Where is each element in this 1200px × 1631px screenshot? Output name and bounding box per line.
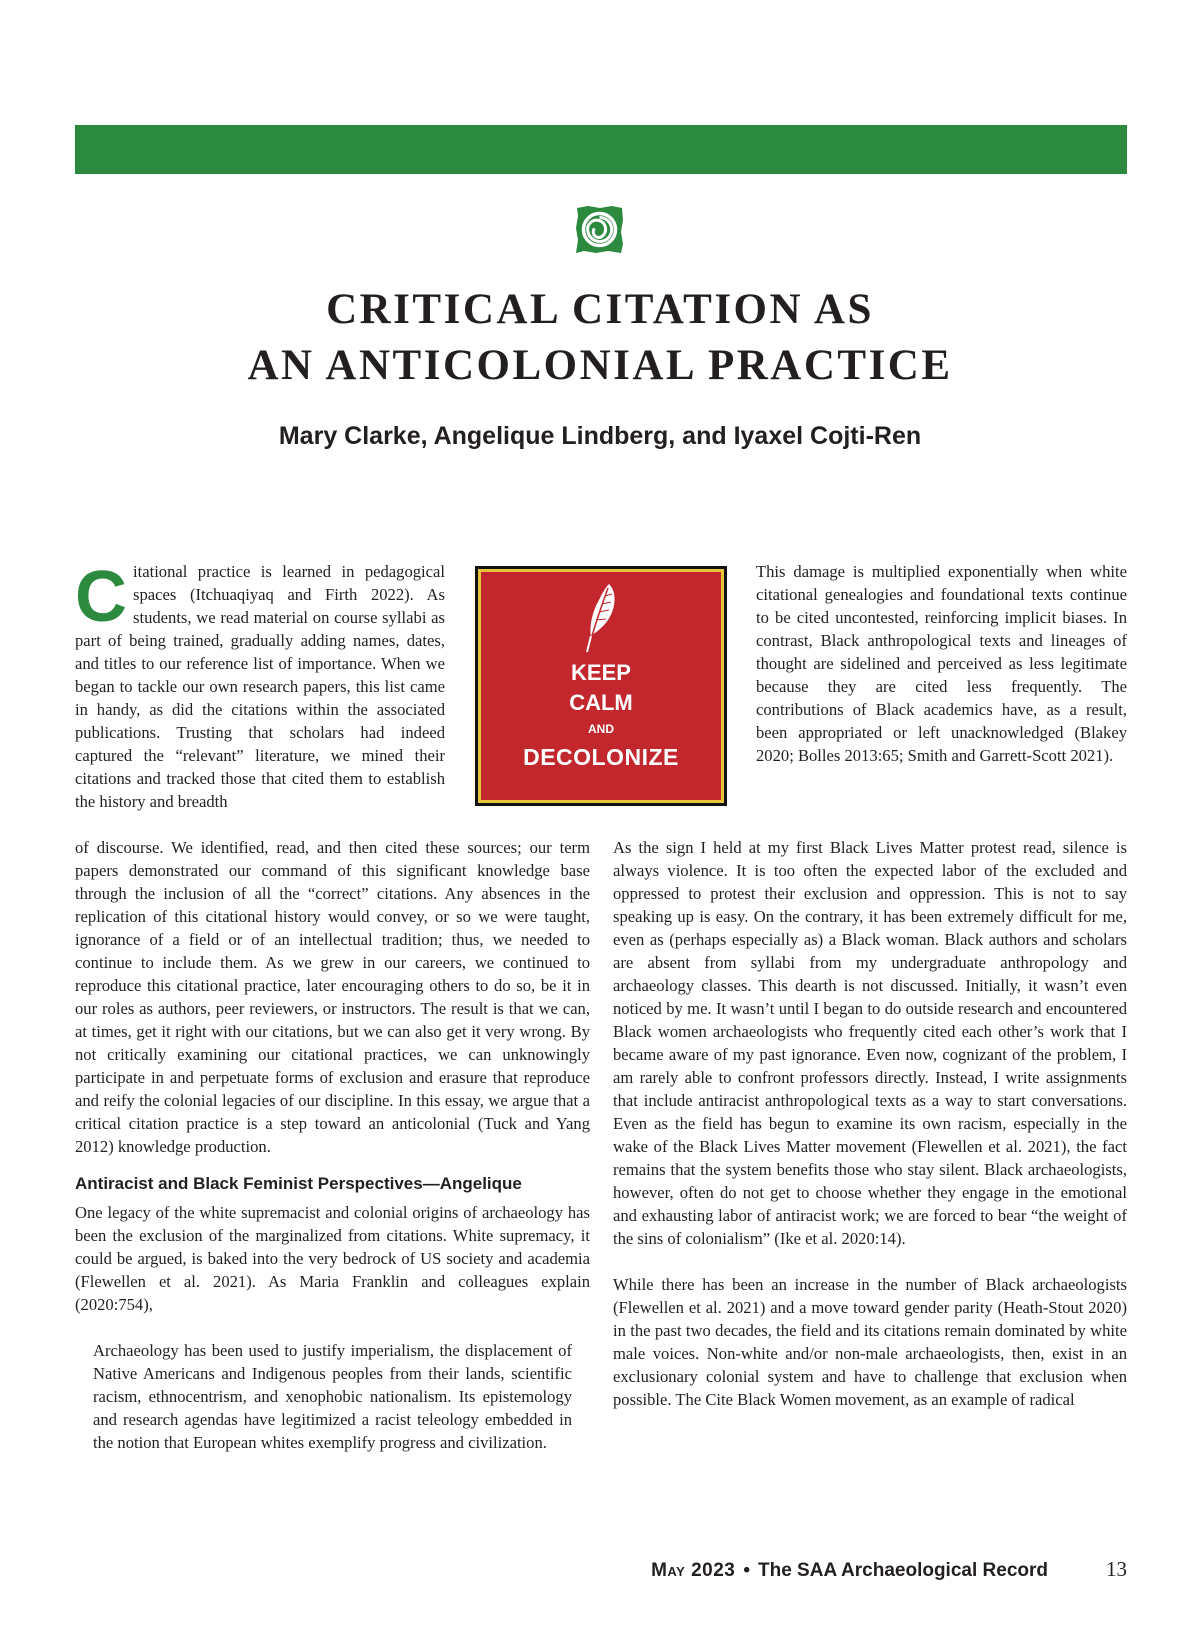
title-line-1: CRITICAL CITATION AS xyxy=(326,286,874,333)
left-paragraph-2: One legacy of the white supremacist and colonial origins of archaeology has been the exclusion of the marginalized from citations. White supremacy, it could be argued, is baked into the very bedrock of US society and academia (Flewellen et al. 2021). As Maria Franklin and colleagues explain (2020:754), xyxy=(75,1203,590,1314)
title-line-2: AN ANTICOLONIAL PRACTICE xyxy=(247,342,953,389)
block-quote: Archaeology has been used to justify imperialism, the displacement of Native Americans and Indigenous peoples from their lands, scientific racism, ethnocentrism, and xenophobic nationalism. Its epistemology and research agendas have legitimized a racist teleology embedded in the notion that European whites exemplify progress and civilization. xyxy=(93,1341,572,1452)
page-number: 13 xyxy=(1106,1557,1127,1581)
spiral-logo-icon xyxy=(574,204,625,255)
keep-calm-poster xyxy=(475,566,727,806)
right-column-top xyxy=(756,560,1127,767)
right-column-main xyxy=(613,836,1127,1411)
intro-continued: of discourse. We identified, read, and then cited these sources; our term papers demonstrated our command of this significant knowledge base through the inclusion of all the “correct” citations. Any absences in the replication of this citational history would convey, or so we were taught, ignorance of a field or of an intellectual tradition; thus, we needed to continue to include them. As we grew in our careers, we continued to reproduce this citational practice, later encouraging others to do so, be it in our roles as authors, peer reviewers, or instructors. The result is that we can, at times, get it right with our citations, but we can also get it very wrong. By not critically examining our citational practices, we can unknowingly participate in and perpetuate forms of exclusion and erasure that reproduce and reify the colonial legacies of our discipline. In this essay, we argue that a critical citation practice is a step toward an anticolonial (Tuck and Yang 2012) knowledge production. xyxy=(75,838,590,1156)
page-footer xyxy=(651,1557,1127,1582)
feather-icon xyxy=(581,582,621,654)
right-paragraph-1: This damage is multiplied exponentially when white citational genealogies and foundational texts continue to be cited uncontested, reinforcing implicit biases. In contrast, Black anthropological texts and lineages of thought are sidelined and perceived as less legitimate because they are cited less frequently. The contributions of Black academics have, as a result, been appropriated or left unacknowledged (Blakey 2020; Bolles 2013:65; Smith and Garrett-Scott 2021). xyxy=(756,562,1127,765)
article-title xyxy=(0,282,1200,394)
intro-paragraph xyxy=(75,557,445,813)
header-green-bar xyxy=(75,125,1127,174)
footer-journal: The SAA Archaeological Record xyxy=(758,1560,1048,1581)
poster-line-keep: KEEP xyxy=(571,660,631,685)
drop-cap: C xyxy=(75,557,127,637)
right-paragraph-2: As the sign I held at my first Black Lives Matter protest read, silence is always violence. It is too often the expected labor of the excluded and oppressed to protest their exclusion and oppression. This is not to say speaking up is easy. On the contrary, it has been extremely difficult for me, even as (perhaps especially as) a Black woman. Black authors and scholars are absent from syllabi from my undergraduate anthropology and archaeology classes. This dearth is not discussed. Initially, it wasn’t even noticed by me. It wasn’t until I began to do outside research and encountered Black women archaeologists who frequently cited each other’s work that I became aware of my past ignorance. Even now, cognizant of the problem, I am rarely able to confront professors directly. Instead, I write assignments that include antiracist anthropological texts as a way to start conversations. Even as the field has begun to examine its own racism, especially in the wake of the Black Lives Matter movement (Flewellen et al. 2021), the fact remains that the system benefits those who stay silent. Black archaeologists, however, often do not get to choose whether they engage in the emotional and exhausting labor of antiracist work; we are forced to bear “the weight of the sins of colonialism” (Ike et al. 2020:14). xyxy=(613,838,1127,1248)
intro-text: itational practice is learned in pedagogical spaces (Itchuaqiyaq and Firth 2022). As students, we read material on course syllabi as part of being trained, gradually adding names, dates, and titles to our reference list of importance. When we began to tackle our own research papers, this list came in handy, as did the citations within the associated publications. Trusting that scholars had indeed captured the “relevant” literature, we mined their citations and tracked those that cited them to establish the history and breadth xyxy=(75,562,445,811)
footer-date: May 2023 xyxy=(651,1560,736,1581)
poster-line-calm: CALM xyxy=(569,690,633,715)
poster-line-and: AND xyxy=(588,722,614,736)
author-list: Mary Clarke, Angelique Lindberg, and Iyaxel Cojti-Ren xyxy=(278,422,922,450)
left-column-main xyxy=(75,836,590,1454)
poster-line-decolonize: DECOLONIZE xyxy=(523,744,679,770)
left-column-top xyxy=(75,557,445,813)
poster-panel xyxy=(481,572,721,800)
section-subhead: Antiracist and Black Feminist Perspectives—Angelique xyxy=(75,1174,522,1193)
footer-separator: • xyxy=(743,1560,750,1581)
right-paragraph-3: While there has been an increase in the number of Black archaeologists (Flewellen et al. 2021) and a move toward gender parity (Heath-Stout 2020) in the past two decades, the field and its citations remain dominated by white male voices. Non-white and/or non-male archaeologists, then, exist in an exclusionary colonial system and have to challenge that exclusion when possible. The Cite Black Women movement, as an example of radical xyxy=(613,1275,1127,1409)
